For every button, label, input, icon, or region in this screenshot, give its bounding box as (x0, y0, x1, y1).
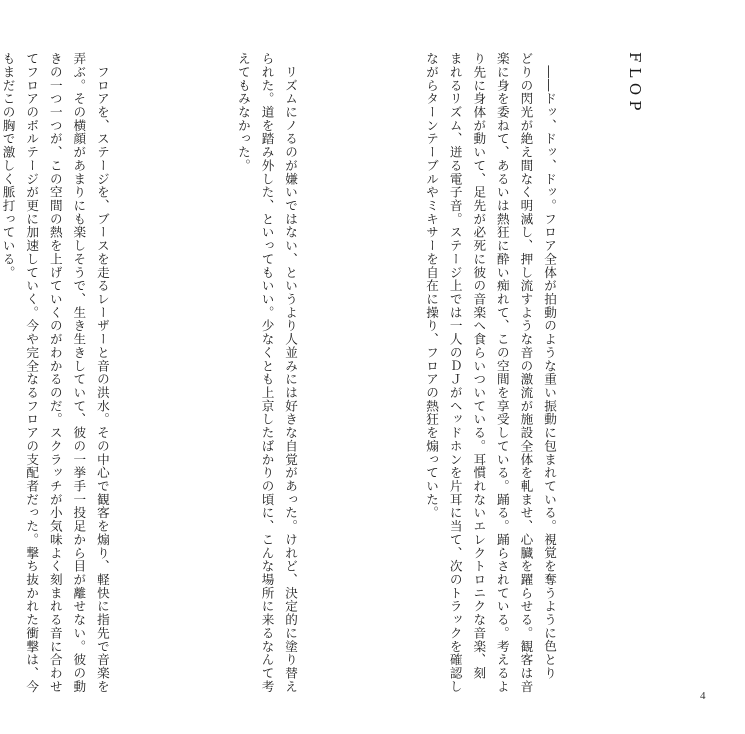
paragraph-1: ――ドッ、ドッ、ドッ。フロア全体が拍動のような重い振動に包まれている。視覚を奪うように色とり どりの閃光が絶え間なく明滅し、押し流すような音の激流が施設全体を軋ませ、心臓を躍らせる。観客は音 楽に身を委ねて、あるいは熱狂に酔い痴れて、この空間を享受している。踊る。踊らされている。考えるよ り先に身体が動いて、足先が必死に彼の音楽へ食らいついている。耳慣れないエレクトロニクな音楽、刻 まれるリズム、迸る電子音。ステージ上では一人のＤＪがヘッドホンを片耳に当て、次のトラックを確認し ながらターンテーブルやミキサーを自在に操り、フロアの熱狂を煽っていた。 (424, 52, 558, 694)
paragraph-2: リズムにノるのが嫌いではない、というより人並みには好きな自覚があった。けれど、決定的に塗り替え られた。道を踏み外した、といってもいい。少なくとも上京したばかりの頃に、こんな場所に来るなんて考 えてもみなかった。 (235, 52, 299, 694)
paragraph-gap (349, 52, 372, 682)
vertical-text-body (0, 52, 693, 694)
paragraph-gap (161, 52, 184, 682)
paragraph-3: フロアを、ステージを、ブースを走るレーザーと音の洪水。その中心で観客を煽り、軽快に指先で音楽を 弄ぶ。その横顔があまりにも楽しそうで、生き生きしていて、彼の一挙手一投足から目が離せない。彼の動 きの一つ一つが、この空間の熱を上げていくのがわかるのだ。スクラッチが小気味よく刻まれる音に合わせ てフロアのボルテージが更に加速していく。今や完全なるフロアの支配者だった。撃ち抜かれた衝撃は、今 もまだこの胸で激しく脈打っている。 (0, 52, 110, 694)
page-number: 4 (700, 690, 706, 702)
chapter-title: FLOP (625, 52, 644, 116)
